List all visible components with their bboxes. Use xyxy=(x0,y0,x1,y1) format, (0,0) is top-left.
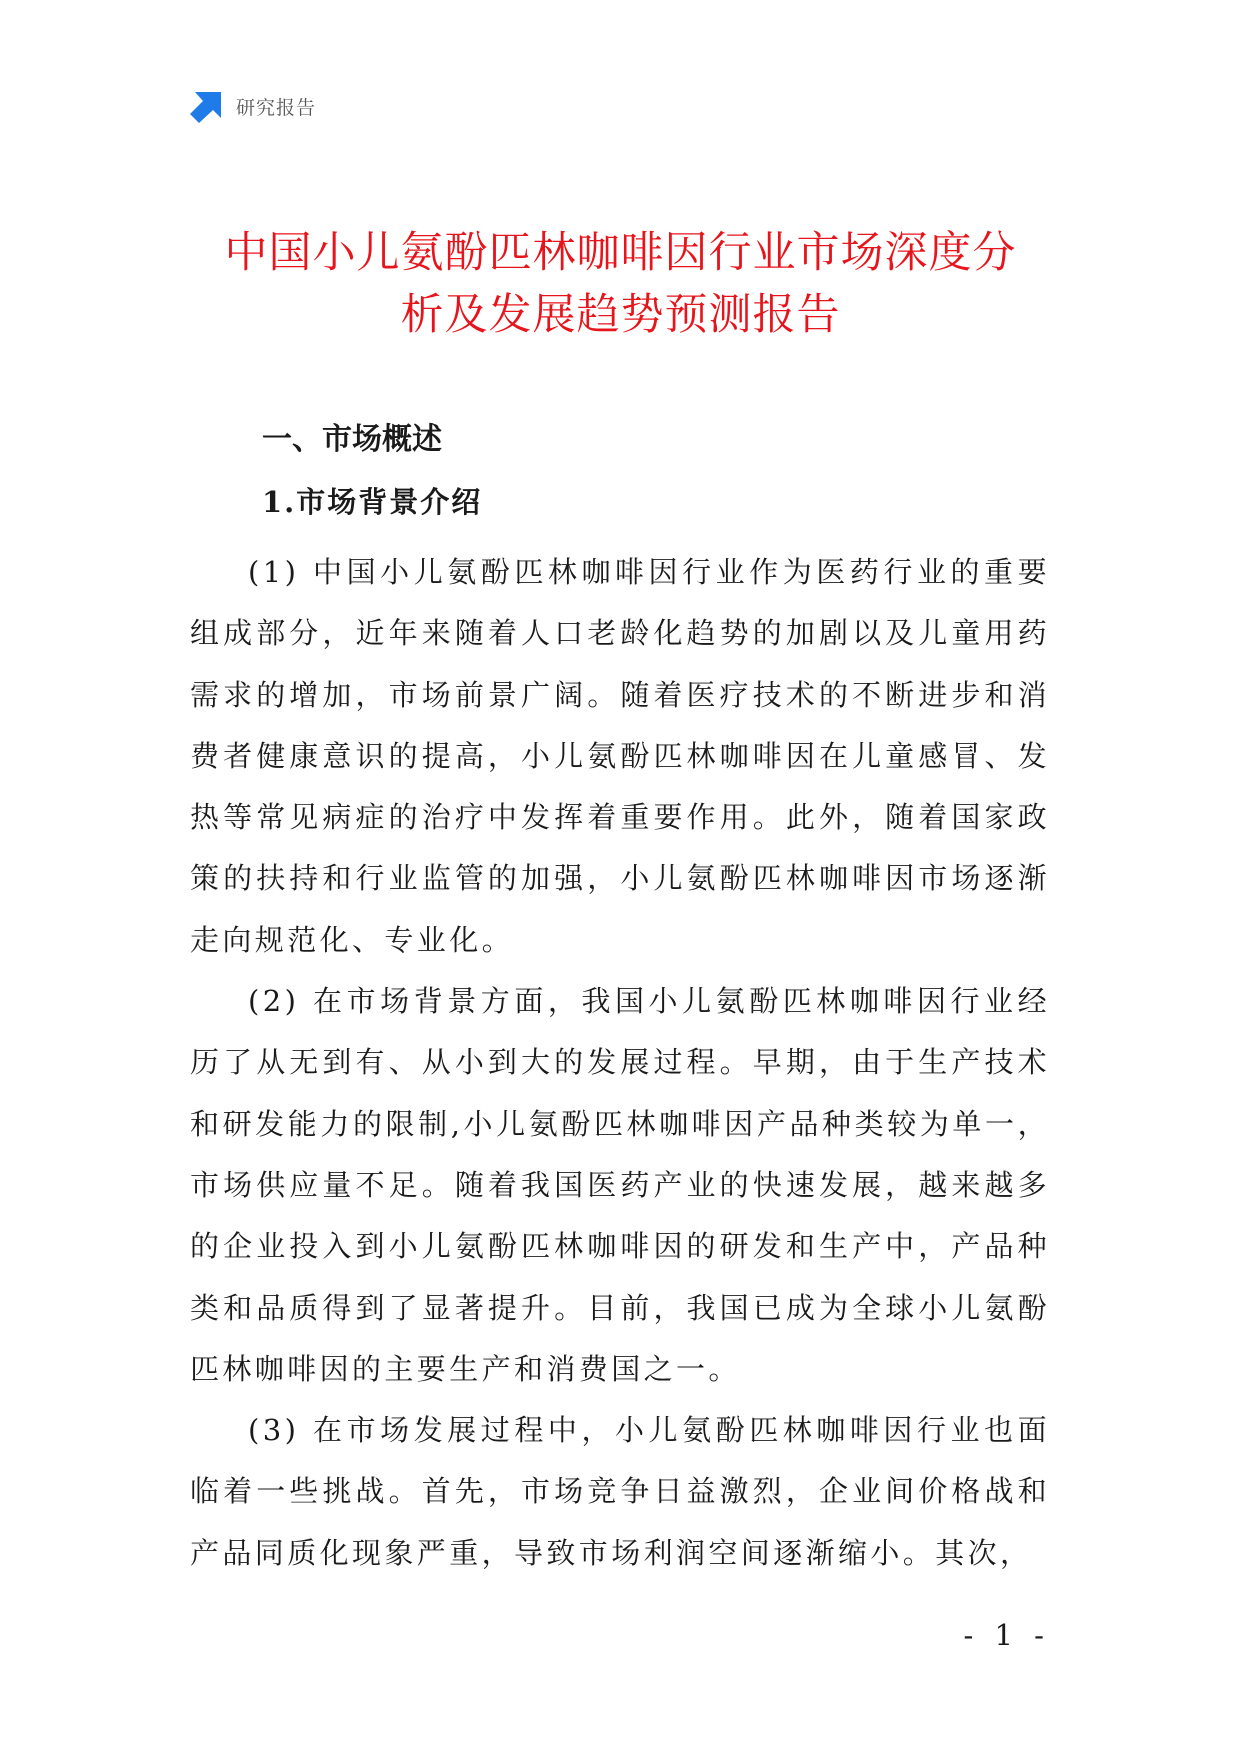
section-heading: 一、市场概述 xyxy=(262,422,442,457)
document-title xyxy=(150,222,1091,346)
paragraph-2: (2) 在市场背景方面，我国小儿氨酚匹林咖啡因行业经历了从无到有、从小到大的发展过程。早期，由于生产技术和研发能力的限制,小儿氨酚匹林咖啡因产品种类较为单一，市场供应量不足。随着我国医药产业的快速发展，越来越多的企业投入到小儿氨酚匹林咖啡因的研发和生产中，产品种类和品质得到了显著提升。目前，我国已成为全球小儿氨酚匹林咖啡因的主要生产和消费国之一。 xyxy=(190,984,1050,1386)
paragraph-1: (1) 中国小儿氨酚匹林咖啡因行业作为医药行业的重要组成部分，近年来随着人口老龄化趋势的加剧以及儿童用药需求的增加，市场前景广阔。随着医疗技术的不断进步和消费者健康意识的提高，小儿氨酚匹林咖啡因在儿童感冒、发热等常见病症的治疗中发挥着重要作用。此外，随着国家政策的扶持和行业监管的加强，小儿氨酚匹林咖啡因市场逐渐走向规范化、专业化。 xyxy=(190,555,1050,957)
title-line-2: 析及发展趋势预测报告 xyxy=(400,290,841,340)
paragraph-3: (3) 在市场发展过程中，小儿氨酚匹林咖啡因行业也面临着一些挑战。首先，市场竞争日益激烈，企业间价格战和产品同质化现象严重，导致市场利润空间逐渐缩小。其次， xyxy=(190,1413,1050,1570)
report-header xyxy=(190,88,316,124)
title-line-1: 中国小儿氨酚匹林咖啡因行业市场深度分 xyxy=(224,228,1017,278)
arrow-up-right-icon xyxy=(190,89,224,123)
header-label: 研究报告 xyxy=(236,96,317,119)
page-number: - 1 - xyxy=(963,1618,1050,1652)
body-text xyxy=(190,542,1050,1584)
sub-heading: 1.市场背景介绍 xyxy=(262,485,483,519)
